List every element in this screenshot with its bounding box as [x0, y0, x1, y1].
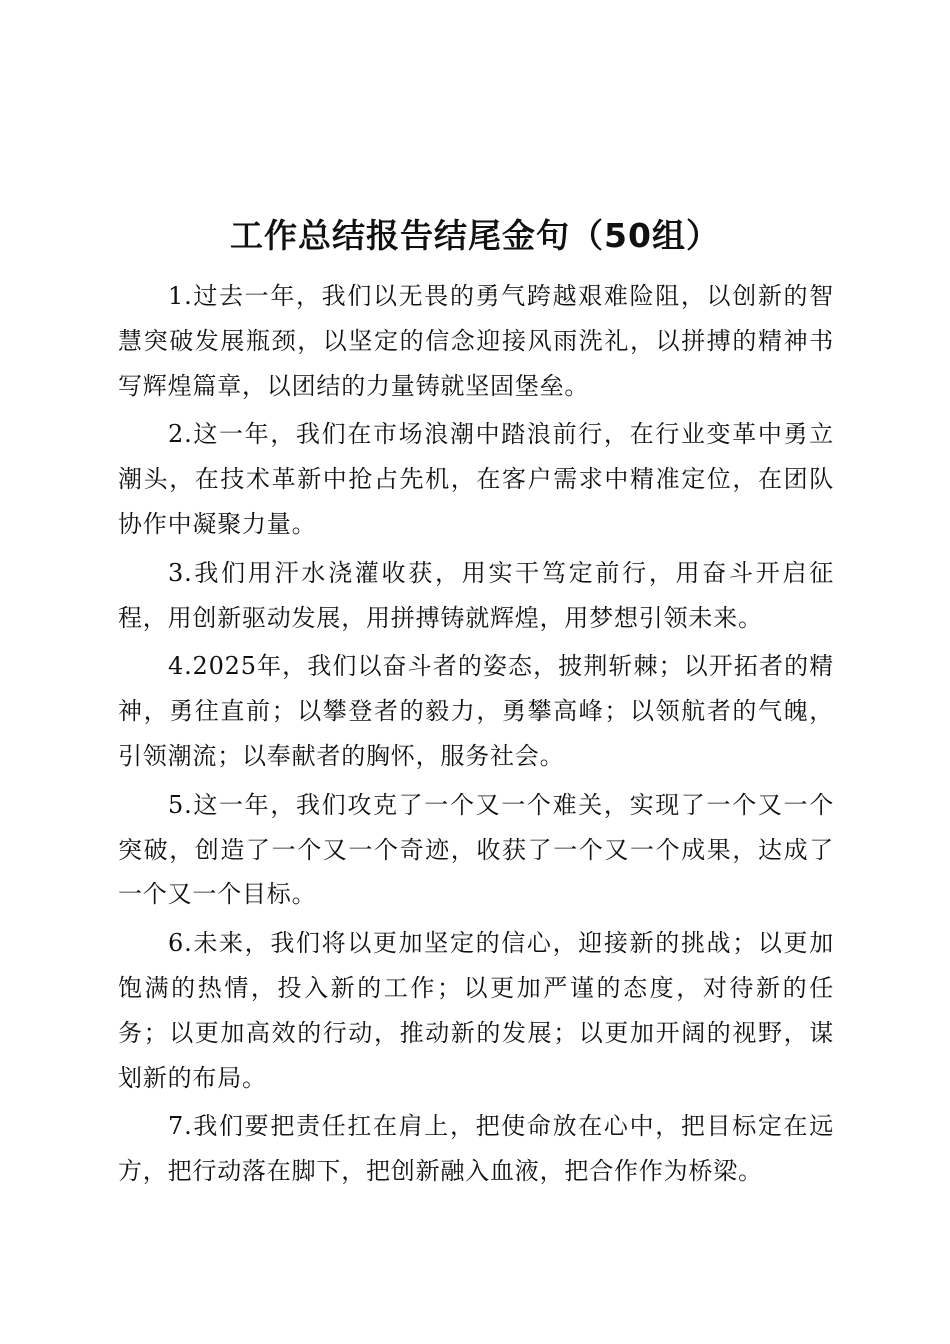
paragraph-1: 1.过去一年，我们以无畏的勇气跨越艰难险阻，以创新的智慧突破发展瓶颈，以坚定的信念迎接风雨洗礼，以拼搏的精神书写辉煌篇章，以团结的力量铸就坚固堡垒。 — [118, 282, 834, 400]
document-title: 工作总结报告结尾金句（50组） — [230, 216, 720, 255]
paragraph-5: 5.这一年，我们攻克了一个又一个难关，实现了一个又一个突破，创造了一个又一个奇迹，收获了一个又一个成果，达成了一个又一个目标。 — [118, 790, 834, 909]
paragraph-2: 2.这一年，我们在市场浪潮中踏浪前行，在行业变革中勇立潮头，在技术革新中抢占先机，在客户需求中精准定位，在团队协作中凝聚力量。 — [118, 420, 834, 538]
document-body — [118, 274, 834, 1198]
paragraph-6: 6.未来，我们将以更加坚定的信心，迎接新的挑战；以更加饱满的热情，投入新的工作；以更加严谨的态度，对待新的任务；以更加高效的行动，推动新的发展；以更加开阔的视野，谋划新的布局。 — [118, 929, 834, 1092]
paragraph-4: 4.2025年，我们以奋斗者的姿态，披荆斩棘；以开拓者的精神，勇往直前；以攀登者的毅力，勇攀高峰；以领航者的气魄，引领潮流；以奉献者的胸怀，服务社会。 — [118, 652, 834, 770]
paragraph-3: 3.我们用汗水浇灌收获，用实干笃定前行，用奋斗开启征程，用创新驱动发展，用拼搏铸就辉煌，用梦想引领未来。 — [118, 558, 834, 632]
paragraph-7: 7.我们要把责任扛在肩上，把使命放在心中，把目标定在远方，把行动落在脚下，把创新融入血液，把合作作为桥梁。 — [118, 1112, 834, 1186]
